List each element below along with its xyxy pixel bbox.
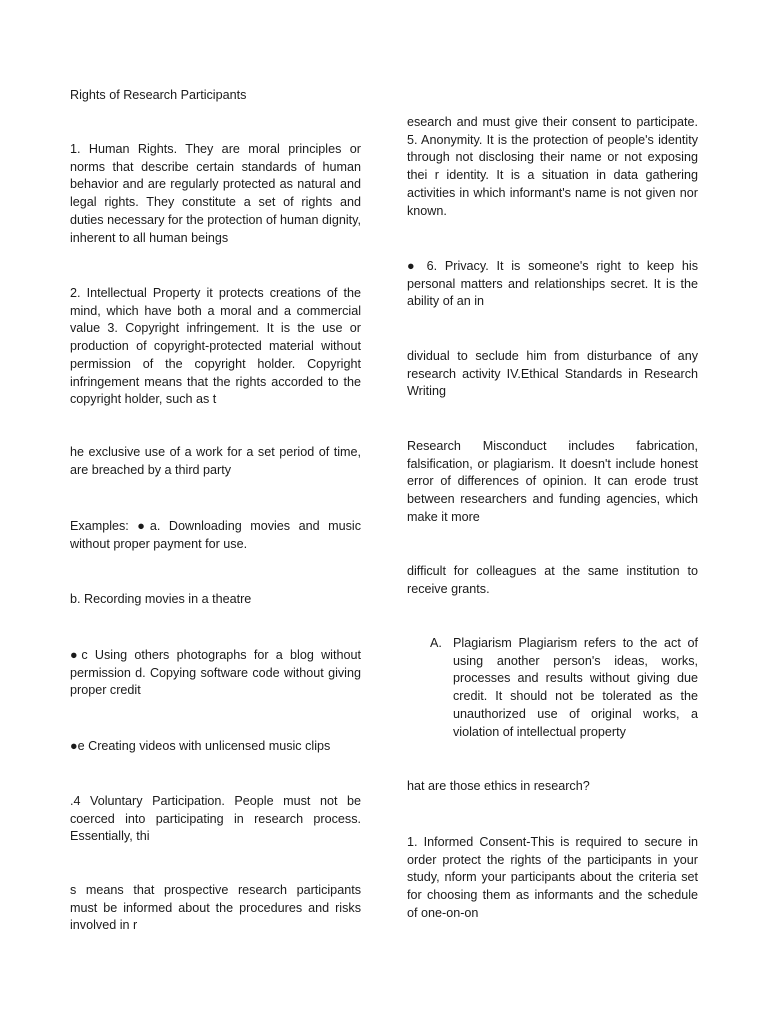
paragraph-means-that: s means that prospective research participants must be informed about the procedures and risks involved in r	[70, 883, 361, 933]
paragraph-difficult: difficult for colleagues at the same institution to receive grants.	[407, 564, 698, 596]
paragraph-voluntary-participation: .4 Voluntary Participation. People must not be coerced into participating in research process. Essentially, thi	[70, 794, 361, 844]
paragraph-exclusive-use: he exclusive use of a work for a set period of time, are breached by a third party	[70, 445, 361, 477]
paragraph-examples: Examples: ●a. Downloading movies and music without proper payment for use.	[70, 519, 361, 551]
document-title: Rights of Research Participants	[70, 88, 247, 102]
plagiarism-text: Plagiarism Plagiarism refers to the act of using another person's ideas, works, processes and results without giving due credit. It should not be tolerated as the unauthorized use of original works, a violation of intellectual property	[453, 636, 698, 739]
paragraph-example-c: ●c Using others photographs for a blog without permission d. Copying software code without giving proper credit	[70, 648, 361, 698]
paragraph-example-e: ●e Creating videos with unlicensed music clips	[70, 739, 331, 753]
paragraph-intellectual-property: 2. Intellectual Property it protects creations of the mind, which have both a moral and a commercial value 3. Copyright infringement. It is the use or production of copyright-protected material without permission of the copyright holder. Copyright infringement means that the rights accorded to the copyright holder, such as t	[70, 286, 361, 407]
paragraph-informed-consent: 1. Informed Consent-This is required to secure in order protect the rights of the participants in your study, nform your participants about the criteria set for choosing them as informants and the schedule of one-on-on	[407, 835, 698, 920]
paragraph-example-b: b. Recording movies in a theatre	[70, 592, 252, 606]
paragraph-research-misconduct: Research Misconduct includes fabrication, falsification, or plagiarism. It doesn't include honest error of differences of opinion. It can erode trust between researchers and funding agencies, which make it more	[407, 439, 698, 524]
list-marker: A.	[430, 636, 442, 650]
paragraph-ethics-question: hat are those ethics in research?	[407, 779, 590, 793]
paragraph-dividual: dividual to seclude him from disturbance of any research activity IV.Ethical Standards in Research Writing	[407, 349, 698, 399]
paragraph-privacy: ● 6. Privacy. It is someone's right to keep his personal matters and relationships secret. It is the ability of an in	[407, 259, 698, 309]
paragraph-human-rights: 1. Human Rights. They are moral principles or norms that describe certain standards of human behavior and are regularly protected as natural and legal rights. They constitute a set of rights and duties necessary for the protection of human dignity, inherent to all human beings	[70, 142, 361, 245]
paragraph-research-consent: esearch and must give their consent to participate. 5. Anonymity. It is the protection of people's identity through not disclosing their name or not exposing thei r identity. It is a situation in data gathering activities in which informant's name is not given nor known.	[407, 115, 698, 218]
